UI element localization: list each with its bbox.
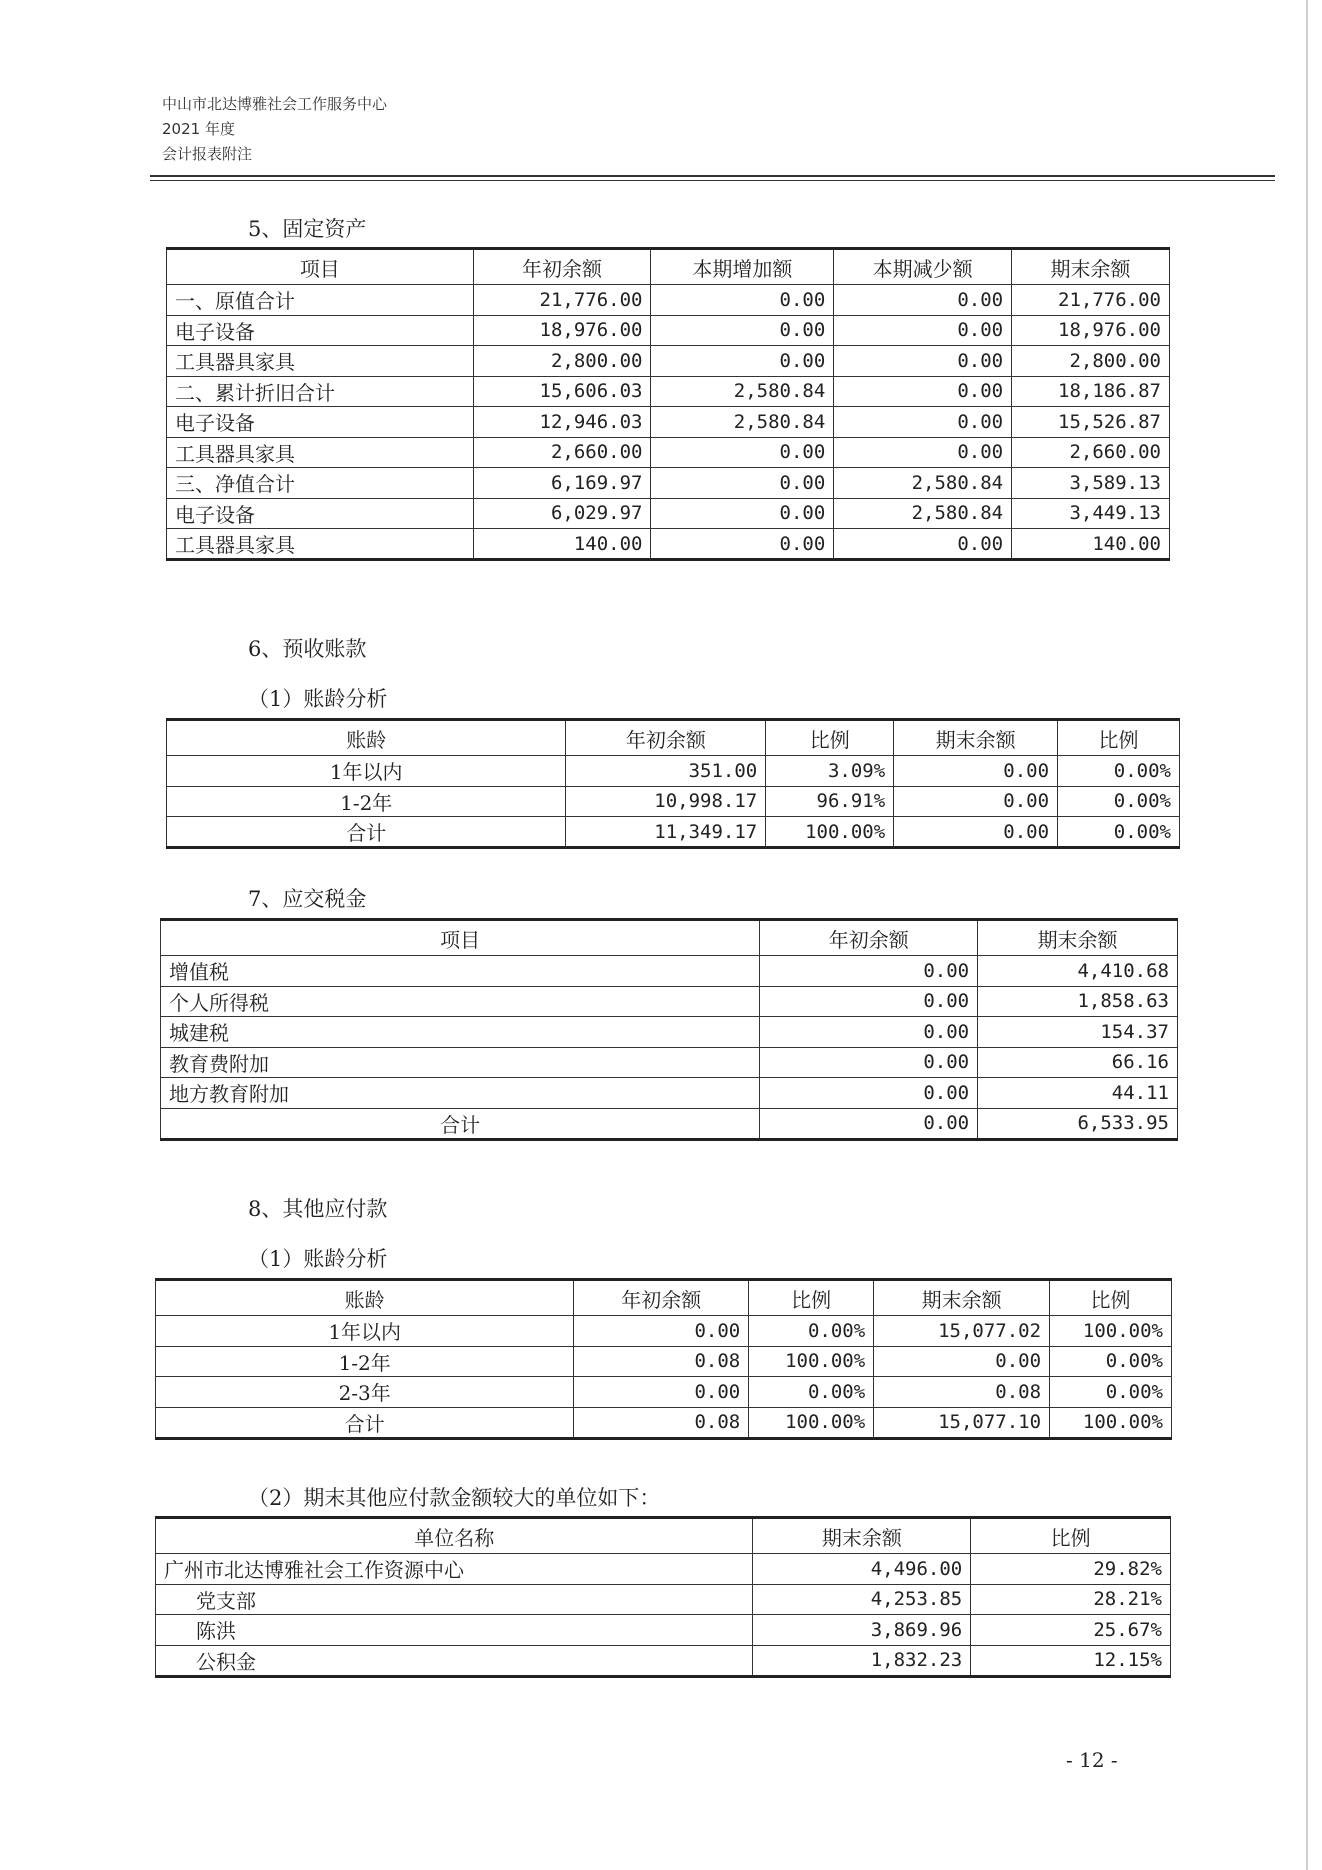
column-header: 年初余额 <box>574 1280 749 1316</box>
column-header: 期末余额 <box>874 1280 1050 1316</box>
table-row <box>167 376 1170 407</box>
row-label: 一、原值合计 <box>167 285 474 316</box>
cell-value: 140.00 <box>1012 529 1170 560</box>
table-row <box>167 346 1170 377</box>
column-header: 期末余额 <box>753 1518 971 1554</box>
report-year: 2021 年度 <box>162 120 235 138</box>
row-label: 1-2年 <box>156 1346 574 1377</box>
table-row <box>161 1047 1178 1078</box>
cell-value: 2,580.84 <box>651 376 834 407</box>
cell-value: 18,976.00 <box>1012 315 1170 346</box>
column-header: 比例 <box>749 1280 874 1316</box>
cell-value: 12.15% <box>971 1645 1171 1676</box>
table-row <box>156 1407 1172 1438</box>
other-payables-aging-table <box>155 1278 1172 1440</box>
row-label: 城建税 <box>161 1017 760 1048</box>
cell-value: 0.00% <box>1058 786 1180 817</box>
cell-value: 0.08 <box>574 1407 749 1438</box>
cell-value: 0.00 <box>760 1108 978 1139</box>
table-row <box>156 1346 1172 1377</box>
row-label: 党支部 <box>156 1584 753 1615</box>
row-label: 电子设备 <box>167 407 474 438</box>
cell-value: 0.00 <box>834 285 1012 316</box>
page-header <box>162 92 387 167</box>
cell-value: 0.00% <box>1058 817 1180 848</box>
column-header: 本期增加额 <box>651 249 834 285</box>
row-label: 个人所得税 <box>161 986 760 1017</box>
cell-value: 3,589.13 <box>1012 468 1170 499</box>
cell-value: 15,077.10 <box>874 1407 1050 1438</box>
cell-value: 0.00 <box>574 1377 749 1408</box>
row-label: 1-2年 <box>167 786 566 817</box>
cell-value: 15,606.03 <box>473 376 651 407</box>
cell-value: 100.00% <box>749 1407 874 1438</box>
cell-value: 0.00 <box>651 529 834 560</box>
doc-title: 会计报表附注 <box>162 145 253 163</box>
cell-value: 0.00 <box>760 1047 978 1078</box>
cell-value: 18,186.87 <box>1012 376 1170 407</box>
cell-value: 44.11 <box>978 1078 1178 1109</box>
header-rule <box>150 175 1275 177</box>
row-label: 合计 <box>156 1407 574 1438</box>
section-6-subtitle: （1）账龄分析 <box>248 687 388 711</box>
cell-value: 18,976.00 <box>473 315 651 346</box>
cell-value: 6,029.97 <box>473 498 651 529</box>
row-label: 工具器具家具 <box>167 346 474 377</box>
column-header: 账龄 <box>156 1280 574 1316</box>
cell-value: 1,858.63 <box>978 986 1178 1017</box>
column-header: 项目 <box>167 249 474 285</box>
cell-value: 3.09% <box>766 756 894 787</box>
cell-value: 0.00 <box>874 1346 1050 1377</box>
table-row <box>167 817 1180 848</box>
fixed-assets-table <box>166 247 1170 561</box>
table-row <box>167 498 1170 529</box>
column-header: 期末余额 <box>1012 249 1170 285</box>
cell-value: 2,580.84 <box>651 407 834 438</box>
table-row <box>156 1554 1171 1585</box>
cell-value: 96.91% <box>766 786 894 817</box>
row-label: 1年以内 <box>156 1316 574 1347</box>
cell-value: 0.00 <box>834 315 1012 346</box>
cell-value: 100.00% <box>766 817 894 848</box>
row-label: 合计 <box>161 1108 760 1139</box>
cell-value: 4,253.85 <box>753 1584 971 1615</box>
cell-value: 0.00 <box>760 1017 978 1048</box>
cell-value: 21,776.00 <box>1012 285 1170 316</box>
cell-value: 0.00 <box>651 437 834 468</box>
table-row <box>167 285 1170 316</box>
other-payables-major-table <box>155 1516 1171 1678</box>
cell-value: 0.00 <box>834 437 1012 468</box>
cell-value: 0.00 <box>760 986 978 1017</box>
cell-value: 2,660.00 <box>473 437 651 468</box>
cell-value: 0.00% <box>1058 756 1180 787</box>
cell-value: 0.00 <box>760 956 978 987</box>
cell-value: 21,776.00 <box>473 285 651 316</box>
cell-value: 0.00 <box>760 1078 978 1109</box>
cell-value: 0.00 <box>651 315 834 346</box>
cell-value: 100.00% <box>1050 1316 1172 1347</box>
page-number: - 12 - <box>1066 1748 1118 1772</box>
row-label: 电子设备 <box>167 498 474 529</box>
table-row <box>161 1078 1178 1109</box>
column-header: 年初余额 <box>760 920 978 956</box>
cell-value: 0.08 <box>874 1377 1050 1408</box>
column-header: 本期减少额 <box>834 249 1012 285</box>
column-header: 比例 <box>1058 720 1180 756</box>
row-label: 工具器具家具 <box>167 437 474 468</box>
table-row <box>156 1584 1171 1615</box>
cell-value: 15,526.87 <box>1012 407 1170 438</box>
column-header: 比例 <box>971 1518 1171 1554</box>
row-label: 工具器具家具 <box>167 529 474 560</box>
column-header: 账龄 <box>167 720 566 756</box>
row-label: 地方教育附加 <box>161 1078 760 1109</box>
table-row <box>161 956 1178 987</box>
cell-value: 29.82% <box>971 1554 1171 1585</box>
table-row <box>156 1377 1172 1408</box>
cell-value: 12,946.03 <box>473 407 651 438</box>
table-row <box>156 1316 1172 1347</box>
cell-value: 3,869.96 <box>753 1615 971 1646</box>
header-rule-thin <box>150 180 1275 181</box>
row-label: 陈洪 <box>156 1615 753 1646</box>
cell-value: 28.21% <box>971 1584 1171 1615</box>
cell-value: 11,349.17 <box>566 817 766 848</box>
row-label: 2-3年 <box>156 1377 574 1408</box>
row-label: 公积金 <box>156 1645 753 1676</box>
cell-value: 6,169.97 <box>473 468 651 499</box>
table-row <box>167 786 1180 817</box>
row-label: 教育费附加 <box>161 1047 760 1078</box>
taxes-payable-table <box>160 918 1178 1141</box>
column-header: 比例 <box>1050 1280 1172 1316</box>
cell-value: 2,580.84 <box>834 498 1012 529</box>
row-label: 广州市北达博雅社会工作资源中心 <box>156 1554 753 1585</box>
section-5-title: 5、固定资产 <box>248 217 367 241</box>
page-edge <box>1306 0 1308 1870</box>
column-header: 年初余额 <box>473 249 651 285</box>
section-6-title: 6、预收账款 <box>248 637 367 661</box>
cell-value: 2,580.84 <box>834 468 1012 499</box>
table-row <box>156 1615 1171 1646</box>
row-label: 电子设备 <box>167 315 474 346</box>
table-row <box>167 437 1170 468</box>
cell-value: 2,800.00 <box>1012 346 1170 377</box>
cell-value: 4,410.68 <box>978 956 1178 987</box>
cell-value: 100.00% <box>749 1346 874 1377</box>
cell-value: 0.00 <box>834 376 1012 407</box>
advance-receipts-aging-table <box>166 718 1180 849</box>
cell-value: 1,832.23 <box>753 1645 971 1676</box>
row-label: 二、累计折旧合计 <box>167 376 474 407</box>
column-header: 单位名称 <box>156 1518 753 1554</box>
row-label: 合计 <box>167 817 566 848</box>
row-label: 1年以内 <box>167 756 566 787</box>
cell-value: 0.00% <box>1050 1377 1172 1408</box>
table-row <box>161 986 1178 1017</box>
column-header: 比例 <box>766 720 894 756</box>
cell-value: 0.00% <box>749 1377 874 1408</box>
section-8-title: 8、其他应付款 <box>248 1197 388 1221</box>
table-row <box>161 1017 1178 1048</box>
cell-value: 10,998.17 <box>566 786 766 817</box>
cell-value: 3,449.13 <box>1012 498 1170 529</box>
row-label: 三、净值合计 <box>167 468 474 499</box>
table-row <box>156 1645 1171 1676</box>
cell-value: 100.00% <box>1050 1407 1172 1438</box>
cell-value: 66.16 <box>978 1047 1178 1078</box>
cell-value: 4,496.00 <box>753 1554 971 1585</box>
column-header: 项目 <box>161 920 760 956</box>
table-row <box>161 1108 1178 1139</box>
column-header: 期末余额 <box>978 920 1178 956</box>
cell-value: 0.00 <box>651 498 834 529</box>
cell-value: 351.00 <box>566 756 766 787</box>
cell-value: 0.00% <box>1050 1346 1172 1377</box>
cell-value: 140.00 <box>473 529 651 560</box>
org-name: 中山市北达博雅社会工作服务中心 <box>162 95 388 113</box>
cell-value: 0.00 <box>894 786 1058 817</box>
section-8-subtitle-2: （2）期末其他应付款金额较大的单位如下： <box>248 1486 661 1510</box>
cell-value: 6,533.95 <box>978 1108 1178 1139</box>
cell-value: 0.08 <box>574 1346 749 1377</box>
cell-value: 0.00 <box>834 529 1012 560</box>
cell-value: 0.00% <box>749 1316 874 1347</box>
column-header: 期末余额 <box>894 720 1058 756</box>
table-row <box>167 468 1170 499</box>
cell-value: 0.00 <box>834 407 1012 438</box>
cell-value: 0.00 <box>894 756 1058 787</box>
table-row <box>167 529 1170 560</box>
table-row <box>167 315 1170 346</box>
section-7-title: 7、应交税金 <box>248 887 367 911</box>
cell-value: 0.00 <box>834 346 1012 377</box>
cell-value: 0.00 <box>651 468 834 499</box>
table-row <box>167 756 1180 787</box>
column-header: 年初余额 <box>566 720 766 756</box>
section-8-subtitle: （1）账龄分析 <box>248 1247 388 1271</box>
cell-value: 15,077.02 <box>874 1316 1050 1347</box>
cell-value: 0.00 <box>574 1316 749 1347</box>
row-label: 增值税 <box>161 956 760 987</box>
table-row <box>167 407 1170 438</box>
cell-value: 154.37 <box>978 1017 1178 1048</box>
cell-value: 2,800.00 <box>473 346 651 377</box>
cell-value: 0.00 <box>894 817 1058 848</box>
cell-value: 25.67% <box>971 1615 1171 1646</box>
cell-value: 0.00 <box>651 346 834 377</box>
cell-value: 0.00 <box>651 285 834 316</box>
cell-value: 2,660.00 <box>1012 437 1170 468</box>
